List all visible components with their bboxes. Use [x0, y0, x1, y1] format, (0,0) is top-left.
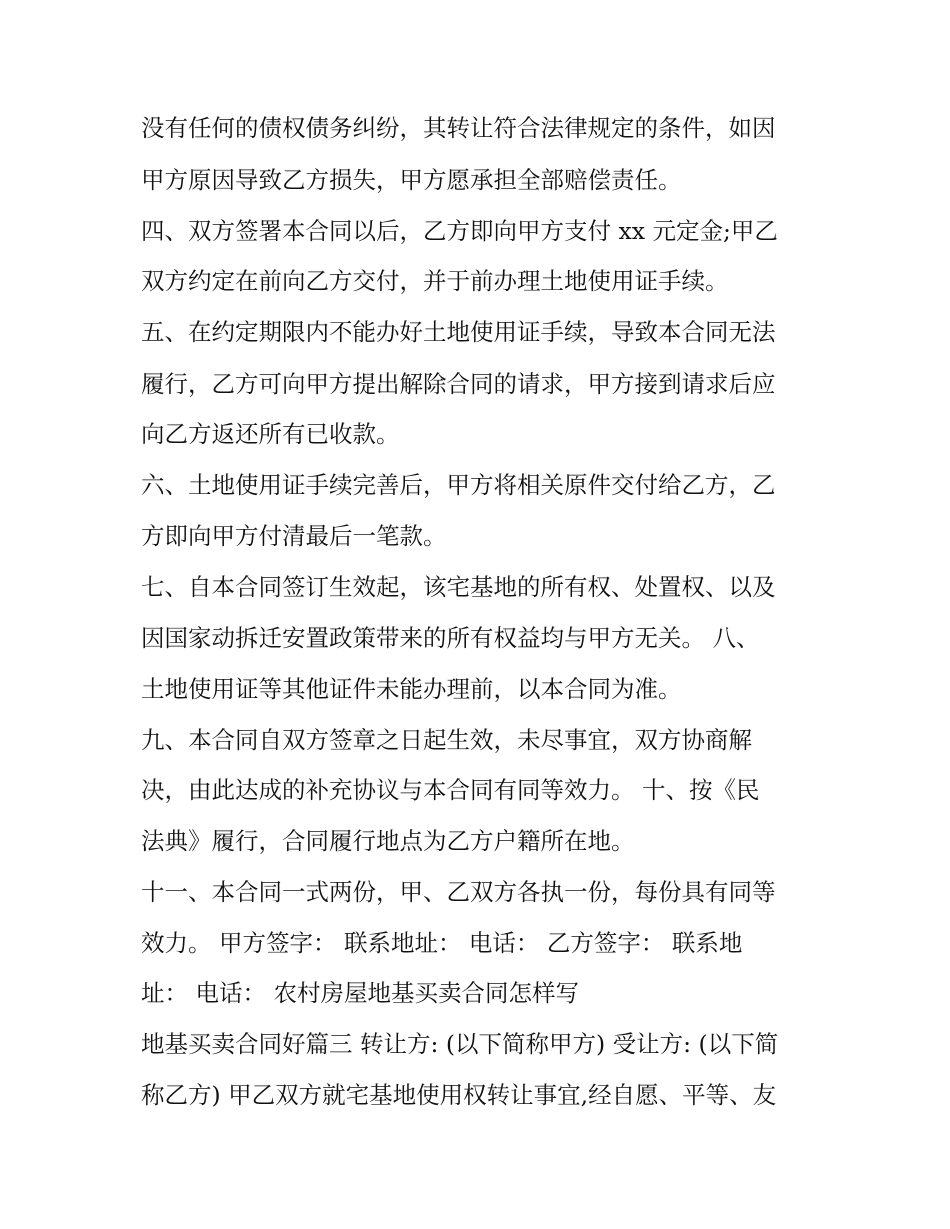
text-line: 履行，乙方可向甲方提出解除合同的请求，甲方接到请求后应	[141, 370, 776, 398]
text-line: 向乙方返还所有已收款。	[141, 420, 400, 448]
text-line: 决，由此达成的补充协议与本合同有同等效力。 十、按《民	[141, 776, 760, 804]
text-line: 称乙方) 甲乙双方就宅基地使用权转让事宜,经自愿、平等、友	[141, 1081, 777, 1109]
text-line: 方即向甲方付清最后一笔款。	[141, 522, 447, 550]
text-line: 地基买卖合同好篇三 转让方: (以下简称甲方) 受让方: (以下简	[141, 1030, 779, 1058]
text-line: 因国家动拆迁安置政策带来的所有权益均与甲方无关。 八、	[141, 624, 760, 652]
text-line: 五、在约定期限内不能办好土地使用证手续，导致本合同无法	[141, 318, 776, 346]
text-line: 四、双方签署本合同以后，乙方即向甲方支付 xx 元定金;甲乙	[141, 217, 778, 245]
text-line: 效力。 甲方签字： 联系地址： 电话： 乙方签字： 联系地	[141, 929, 743, 957]
text-line: 六、土地使用证手续完善后，甲方将相关原件交付给乙方，乙	[141, 471, 776, 499]
text-line: 双方约定在前向乙方交付，并于前办理土地使用证手续。	[141, 267, 729, 295]
text-line: 址： 电话： 农村房屋地基买卖合同怎样写	[141, 979, 579, 1007]
text-line: 十一、本合同一式两份，甲、乙双方各执一份，每份具有同等	[141, 878, 776, 906]
text-line: 甲方原因导致乙方损失，甲方愿承担全部赔偿责任。	[141, 166, 682, 194]
text-line: 七、自本合同签订生效起，该宅基地的所有权、处置权、以及	[141, 573, 776, 601]
text-line: 九、本合同自双方签章之日起生效，未尽事宜，双方协商解	[141, 726, 752, 754]
text-line: 没有任何的债权债务纠纷，其转让符合法律规定的条件，如因	[141, 114, 776, 142]
text-line: 法典》履行，合同履行地点为乙方户籍所在地。	[141, 827, 635, 855]
text-line: 土地使用证等其他证件未能办理前，以本合同为准。	[141, 675, 682, 703]
